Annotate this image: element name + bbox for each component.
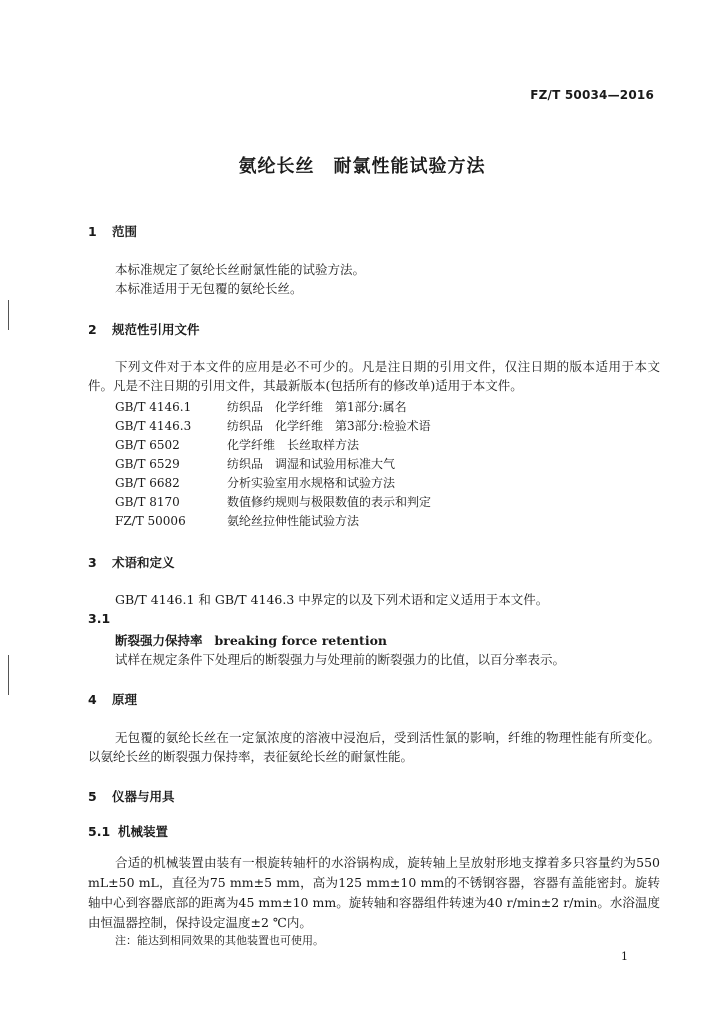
term-number: 3.1 xyxy=(88,611,111,626)
section-1-paragraph-1: 本标准规定了氨纶长丝耐氯性能的试验方法。 xyxy=(115,262,366,277)
standard-number: FZ/T 50034—2016 xyxy=(530,88,654,102)
term-definition: 试样在规定条件下处理后的断裂强力与处理前的断裂强力的比值，以百分率表示。 xyxy=(115,652,566,667)
reference-item: GB/T 8170 数值修约规则与极限数值的表示和判定 xyxy=(115,495,432,509)
section-2-intro: 下列文件对于本文件的应用是必不可少的。凡是注日期的引用文件，仅注日期的版本适用于本文件。凡是不注日期的引用文件，其最新版本(包括所有的修改单)适用于本文件。 xyxy=(88,359,660,393)
page-number: 1 xyxy=(621,950,628,963)
section-4-heading: 4 原理 xyxy=(88,692,138,707)
section-3-heading: 3 术语和定义 xyxy=(88,555,175,570)
section-5-1-paragraph: 合适的机械装置由装有一根旋转轴杆的水浴锅构成，旋转轴上呈放射形地支撑着多只容量约为550 mL±50 mL，直径为75 mm±5 mm，高为125 mm±10 mm的不锈钢容器，容器有盖能密封。旋转轴中心到容器底部的距离为45 mm±10 mm。旋转轴和容器组件转速为40 r/min±2 r/min。水浴温度由恒温器控制，保持设定温度±2 ℃内。 xyxy=(88,855,660,930)
section-3-intro: GB/T 4146.1 和 GB/T 4146.3 中界定的以及下列术语和定义适用于本文件。 xyxy=(115,592,549,607)
reference-item: GB/T 6502 化学纤维 长丝取样方法 xyxy=(115,438,360,452)
section-5-heading: 5 仪器与用具 xyxy=(88,789,175,804)
reference-item: FZ/T 50006 氨纶丝拉伸性能试验方法 xyxy=(115,514,360,528)
section-5-1-heading: 5.1 机械装置 xyxy=(88,824,169,839)
reference-item: GB/T 6529 纺织品 调湿和试验用标准大气 xyxy=(115,457,396,471)
scan-edge-mark xyxy=(8,655,9,695)
section-1-paragraph-2: 本标准适用于无包覆的氨纶长丝。 xyxy=(115,281,303,296)
reference-item: GB/T 6682 分析实验室用水规格和试验方法 xyxy=(115,476,396,490)
note: 注：能达到相同效果的其他装置也可使用。 xyxy=(115,934,324,947)
reference-item: GB/T 4146.1 纺织品 化学纤维 第1部分:属名 xyxy=(115,400,407,414)
section-2-heading: 2 规范性引用文件 xyxy=(88,322,200,337)
section-4-paragraph: 无包覆的氨纶长丝在一定氯浓度的溶液中浸泡后，受到活性氯的影响，纤维的物理性能有所变化。以氨纶长丝的断裂强力保持率，表征氨纶长丝的耐氯性能。 xyxy=(88,730,660,764)
scan-edge-mark xyxy=(8,300,9,330)
reference-item: GB/T 4146.3 纺织品 化学纤维 第3部分:检验术语 xyxy=(115,419,431,433)
term-name: 断裂强力保持率 breaking force retention xyxy=(115,633,388,648)
section-1-heading: 1 范围 xyxy=(88,224,138,239)
document-title: 氨纶长丝 耐氯性能试验方法 xyxy=(238,156,486,177)
